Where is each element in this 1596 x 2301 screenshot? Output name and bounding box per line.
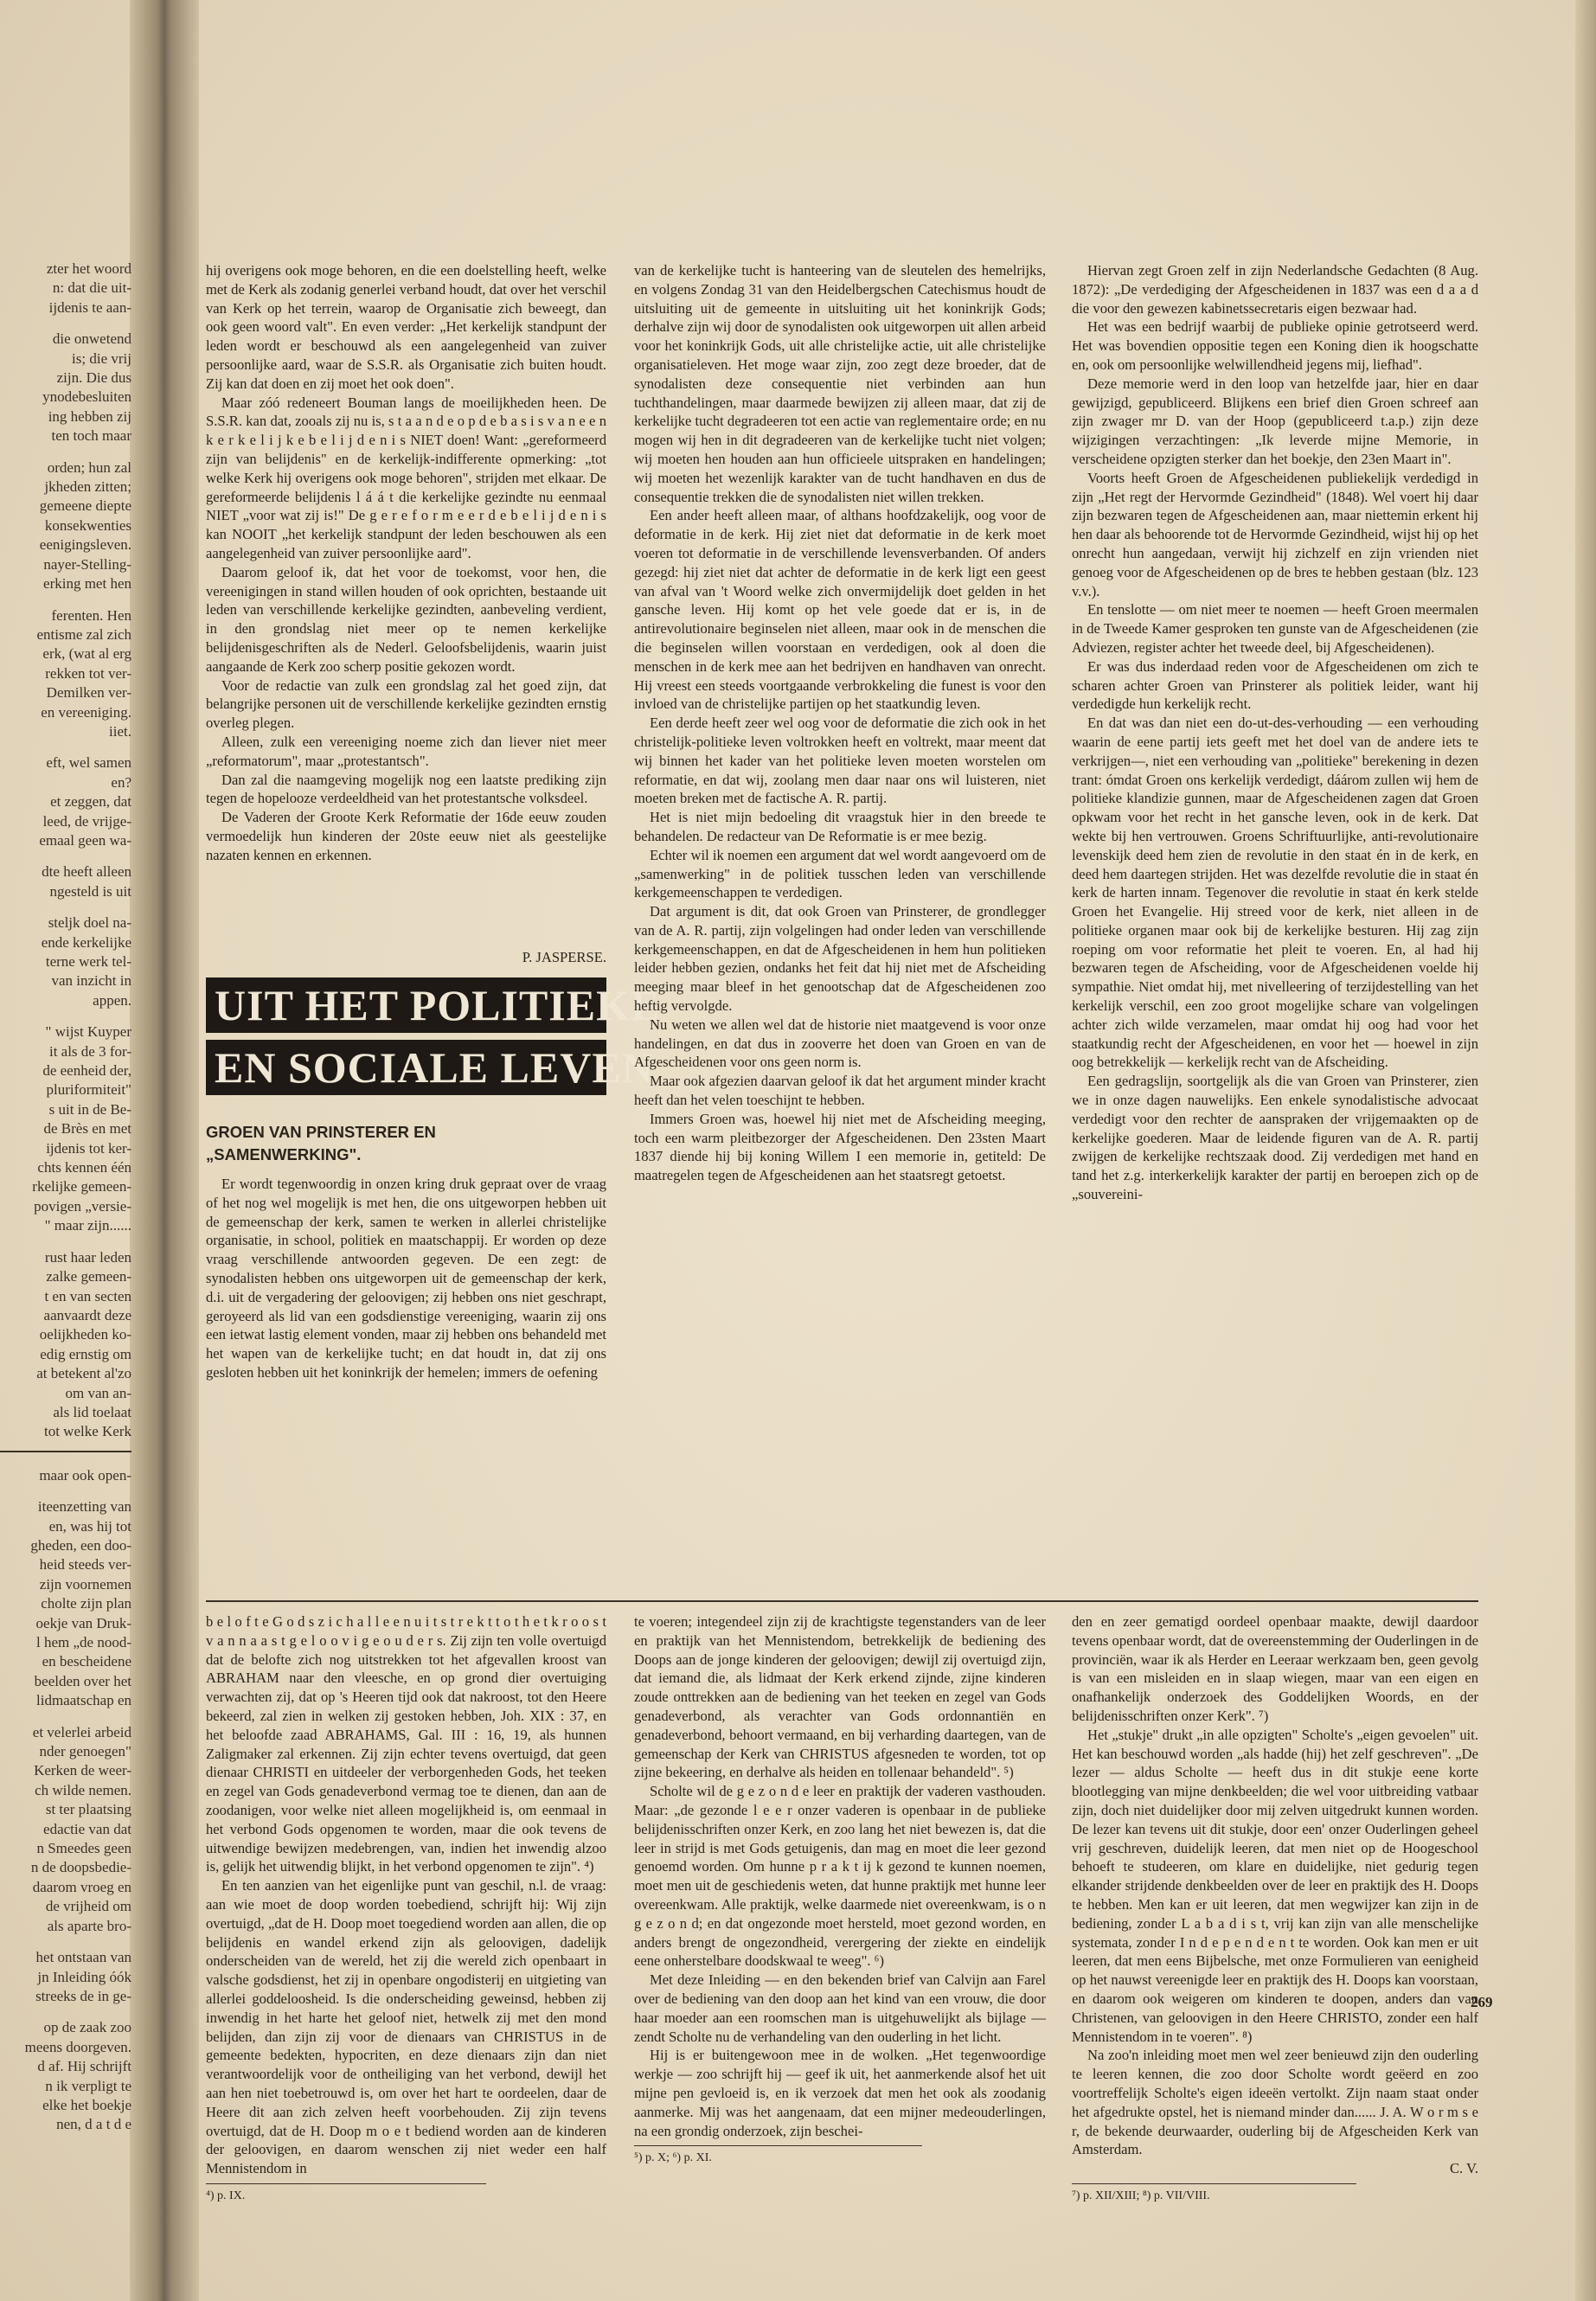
banner-line-1: UIT HET POLITIEKE — [206, 977, 606, 1033]
left-page-line: nen, d a t d e — [56, 2116, 131, 2133]
paragraph: En ten aanzien van het eigenlijke punt van geschil, n.l. de vraag: aan wie moet de doop worden toebediend, schrijft hij: Wij zijn overtuigd, „dat de H. Doop moet toegediend worden aan allen, die op belijdenis en wandel erkend zijn als geloovigen, dadelijk onderscheiden van de wereld, het zij die wereld zich openbaart in valsche godsdienst, het zij in openbare ongodisterij en uitgieting van allerlei goddeloosheid. Is die onderscheiding geweinsd, hebben zij inwendig in het harte het geloof niet, hetwelk zij met den mond belijden, dan zijn zij voor de dienaars van CHRISTUS in de gemeente bedekten, hypocriten, en deze dienaars zijn dan niet verantwoordelijk voor de ontheiliging van het verbond, dewijl het aan hen niet toebetrouwd is, om over het hart te oordeelen, daar de Heere dit aan zich zelven heeft voorbehouden. Zij zijn tevens overtuigd, dat de H. Doop m o e t bediend worden aan de kinderen der geloovigen, en daarom wenschen zij niet weder een half Mennistendom in — [206, 1877, 606, 2177]
left-page-line: appen. — [93, 991, 131, 1009]
left-page-line: gheden, een doo- — [30, 1536, 131, 1554]
left-page-line: st ter plaatsing — [45, 1801, 131, 1818]
left-page-line: l hem „de nood- — [36, 1634, 131, 1650]
signature: C. V. — [1449, 2160, 1478, 2177]
left-page-line: povigen „versie- — [34, 1197, 131, 1215]
left-page-line: meens doorgeven. — [24, 2038, 131, 2055]
left-page-line: entisme zal zich — [36, 625, 131, 643]
paragraph: Een derde heeft zeer wel oog voor de deformatie die zich ook in het christelijk-politieke leven voltrokken heeft en voltrekt, maar meent dat wij binnen het kader van het politieke leven moeten worstelen om reformatie, en dat wij, zoolang men daar naar ons wil luisteren, niet moeten breken met de factische A. R. partij. — [634, 715, 1046, 807]
left-page-line: edactie van dat — [43, 1820, 131, 1837]
left-page-line: zijn. Die dus — [56, 369, 131, 387]
left-page-line: die onwetend — [52, 330, 131, 348]
left-page-line: emaal geen wa- — [39, 831, 131, 849]
paragraph: Dan zal die naamgeving mogelijk nog een laatste prediking zijn tegen de hopelooze verdeeldheid van het protestantsche volksdeel. — [206, 771, 606, 807]
left-page-line: iteenzetting van — [37, 1498, 131, 1516]
left-page-line: de eenheid der, — [42, 1062, 131, 1080]
section-banner — [206, 977, 661, 1106]
left-page-line: rekken tot ver- — [45, 664, 131, 682]
left-page-line: als lid toelaat — [53, 1403, 131, 1420]
footnote: ⁴) p. IX. — [206, 2183, 486, 2206]
left-page-line — [0, 901, 131, 913]
paragraph: Maar ook afgezien daarvan geloof ik dat het argument minder kracht heeft dan het velen toeschijnt te hebben. — [634, 1073, 1046, 1109]
left-page-line: beelden over het — [34, 1672, 131, 1689]
paragraph: Het was een bedrijf waarbij de publieke opinie getrotseerd werd. Het was bovendien oppositie tegen een Koning dien ik hoogschatte en, ook om persoonlijke welwillendheid jegens mij, liefhad". — [1072, 318, 1478, 373]
left-page-line: ten toch maar — [51, 427, 131, 445]
paragraph: Hij is er buitengewoon mee in de wolken. „Het tegenwoordige werkje — zoo schrijft hij — geef ik uit, het aanmerkende alsof het uit mijne pen gevloeid is, en ik verzoek dat men het ook als zoodanig aanmerke. Mij was het aangenaam, dat een mijner medeouderlingen, na een grondig onderzoek, zijn beschei- — [634, 2047, 1046, 2139]
left-page-line: om van an- — [65, 1384, 131, 1401]
left-page-line — [0, 594, 131, 606]
horizontal-divider — [206, 1600, 1478, 1602]
left-page-line: ijdenis te aan- — [48, 298, 131, 316]
left-page-line — [0, 1010, 131, 1022]
article-heading-line-1: GROEN VAN PRINSTERER EN — [206, 1123, 436, 1141]
left-page-line: oekje van Druk- — [35, 1614, 131, 1631]
signature-jasperse: P. JASPERSE. — [522, 949, 606, 965]
left-page-line: et zeggen, dat — [50, 793, 131, 811]
left-page-line: ende kerkelijke — [41, 933, 131, 951]
left-page-line — [0, 1485, 131, 1497]
left-page-line: s uit in de Be- — [48, 1100, 131, 1118]
left-page-line: nder genoegen" — [39, 1743, 131, 1760]
left-page-line: et velerlei arbeid — [32, 1723, 131, 1740]
left-page-line: pluriformiteit" — [46, 1081, 131, 1099]
left-page-line: dte heeft alleen — [42, 863, 131, 881]
left-page-line: n Smeedes geen — [36, 1840, 131, 1857]
left-page-line — [0, 1711, 131, 1723]
paragraph: Na zoo'n inleiding moet men wel zeer benieuwd zijn den ouderling te leeren kennen, die zoo door Scholte wordt geëerd en zoo voortreffelijk Scholte's eigen ideeën vertolkt. Zijn naam staat onder het afgedrukte opstel, het is niemand minder dan...... J. A. W o r m s e r, de bekende deurwaarder, ouderling bij de Afgescheiden Kerk van Amsterdam. — [1072, 2047, 1478, 2158]
paragraph: De Vaderen der Groote Kerk Reformatie der 16de eeuw zouden vermoedelijk hun kinderen der 20ste eeuw niet als geestelijke nazaten kennen en erkennen. — [206, 809, 606, 863]
left-page-line: ing hebben zij — [48, 407, 131, 425]
paragraph: te voeren; integendeel zijn zij de krachtigste tegenstanders van de leer en praktijk van het Mennistendom, betrekkelijk de bediening des Doops aan de jonge kinderen der geloovigen; dewijl zij overtuigd zijn, dat iemand die, als lidmaat der Kerk erkend zijnde, zijne kinderen zoude onttrekken aan de bediening van het teeken en zegel van Gods genadeverbond, als verachter van Gods ordonnantiën en genadeverbond, behoort vermaand, en bij verharding daartegen, van de gemeenschap der Kerk van CHRISTUS afgesneden te worden, tot op zijne bekeering, en derhalve als heiden en tollenaar behandeld". ⁵) — [634, 1613, 1046, 1781]
left-page-fragment — [0, 260, 131, 2284]
left-page-line — [0, 1936, 131, 1948]
left-page-line: is; die vrij — [72, 349, 131, 367]
left-page-line: streeks de in ge- — [35, 1987, 131, 2004]
left-page-line: lidmaatschap en — [36, 1692, 131, 1709]
left-page-line: van inzicht in — [51, 972, 131, 990]
left-page-line: n de doopsbedie- — [30, 1859, 131, 1876]
left-page-line: nayer-Stelling- — [43, 555, 131, 573]
paragraph: hij overigens ook moge behoren, en die een doelstelling heeft, welke met de Kerk als zodanig generlei verband houdt, dat over het verschil van Kerk op het terrein, waarop de Organisatie zich beweegt, dan ook geen woord valt". En even verder: „Het kerkelijk standpunt der leden wordt er beschouwd als een aangelegenheid van zuiver persoonlijke aard, waar de S.S.R. als Organisatie zich buiten houdt. Zij kan dat doen en zij moet het ook doen". — [206, 262, 606, 392]
left-page-line: eenigingsleven. — [39, 536, 131, 554]
left-page-line: tot welke Kerk — [43, 1423, 131, 1440]
left-page-line: at betekent al'zo — [36, 1365, 131, 1382]
column-3-upper — [1072, 261, 1478, 1583]
left-page-line: leed, de vrijge- — [42, 812, 131, 830]
left-page-line: steljk doel na- — [48, 914, 131, 932]
paragraph: Dat argument is dit, dat ook Groen van Prinsterer, de grondlegger van de A. R. partij, zijn volgelingen had onder leden van verschillende kerkgemeenschappen, en dat de Afgescheidenen in hem hun politieken leider hebben gezien, ondanks het feit dat hij niet met de Afscheiding meeging maar bleef in het genootschap dat de Afgescheidenen zoo heftig vervolgde. — [634, 903, 1046, 1015]
left-page-line: maar ook open- — [39, 1466, 131, 1484]
column-1-article-start — [206, 1175, 606, 1581]
left-page-line: zalke gemeen- — [46, 1268, 131, 1285]
left-page-line: " wijst Kuyper — [45, 1023, 131, 1041]
paragraph: Het „stukje" drukt „in alle opzigten" Scholte's „eigen gevoelen" uit. Het kan beschouwd worden „als hadde (hij) het zelf geschreven". „De lezer — aldus Scholte — heeft dus in dit stukje eene korte blootlegging van mijne denkbeelden; die wel voor uitbreiding vatbaar zijn, doch niet duidelijker door mij zelven uitgedrukt kunnen worden. De lezer kan tevens uit dit stukje, door een' onzer Ouderlingen geheel vrij geschreven, duidelijk leeren, dat men niet op de Hoogeschool behoeft te studeeren, om klare en duidelijke, niet gedurig tegen elkander strijdende denkbeelden over de leer en praktijk des H. Doops te hebben. Men kan er uit leeren, dat men wegwijzer kan zijn in de bediening, zonder L a b a d i s t, vrij kan zijn van alle menschelijke systemata, zonder I n d e p e n d e n t te worden. Ook kan men er uit leeren, dat men eens Bijbelsche, met onze Formulieren van eenigheid op het nauwst vereenigde leer en praktijk des H. Doops kan voorstaan, en daarom ook weigeren om kinderen te doopen, anders dan van Christenen, van geloovigen in den Heere CHRISTO, zonder een half Mennistendom in te voeren". ⁸) — [1072, 1726, 1478, 2045]
left-page-line: zter het woord — [46, 260, 131, 277]
paragraph: Het is niet mijn bedoeling dit vraagstuk hier in den breede te behandelen. De redacteur van De Reformatie is er mee bezig. — [634, 809, 1046, 844]
left-page-line: n: dat die uit- — [52, 279, 131, 297]
left-page-line: elke het boekje — [42, 2096, 131, 2113]
left-page-line: gemeene diepte — [39, 497, 131, 515]
left-page-line: ynodebesluiten — [42, 388, 131, 406]
left-page-divider — [0, 1451, 131, 1452]
left-page-line — [0, 1236, 131, 1248]
paragraph: En dat was dan niet een do-ut-des-verhouding — een verhouding waarin de eene partij iets geeft met het doel van de andere iets te verkrijgen—, niet een verhouding van „politieke" berekening in dezen trant: ómdat Groen ons kerkelijk verdedigt, dáárom zullen wij hem de politieke klandizie gunnen, maar de Afgescheidenen zagen dat Groen opkwam voor het recht in het gansche leven, ook in de kerk. Dat wekte bij hen vertrouwen. Groens Schriftuurlijke, anti-revolutionaire levenskijk deed hem zien de revolutie in den staat én in de kerk, en deed hem daartegen strijden. Het was dezelfde revolutie die in staat én kerk de harten innam. Tegenover die revolutie in staat én kerk stelde Groen het Evangelie. Hij streed voor de kerk, niet alleen in de politieke organen maar ook bij de kerkelijke besturen. Hij zag zijn roeping om voor reformatie het pleit te voeren. En, al had hij bezwaren tegen de Afscheiding, voor de Afgescheidenen voelde hij sympathie. Niet omdat hij, met nivelleering of terzijdestelling van het kerkelijk verschil, een zoo groot mogelijke schare van volgelingen achter zich wilde verzamelen, maar omdat hij oog had voor het staatkundig recht der Afgescheidenen, en voor het — hoewel in zijn oog betrekkelijk — kerkelijk recht van de Afscheiding. — [1072, 715, 1478, 1071]
left-page-line — [0, 850, 131, 862]
footnote: ⁷) p. XII/XIII; ⁸) p. VII/VIII. — [1072, 2183, 1356, 2206]
paragraph: Een ander heeft alleen maar, of althans hoofdzakelijk, oog voor de deformatie in de kerk. Hij ziet niet dat deformatie in de kerk moet voeren tot deformatie in de verschillende levensverbanden. Of anders gezegd: hij ziet niet dat achter de deformatie in de kerk ligt een geest van afval van 't Woord welke zich onvermijdelijk doet gelden in het gansche leven. Hij komt op het vele goede dat er is, in de antirevolutionaire beginselen niet alleen, maar ook in de menschen die die beginselen willen voorstaan en verdedigen, ook al doen die menschen in de kerk mee aan het bedrijven en handhaven van onrecht. Hij vreest een steeds voortgaande verbrokkeling die funest is voor den invloed van de christelijke partijen op het staatkundig leven. — [634, 507, 1046, 713]
left-page-line — [0, 446, 131, 458]
paragraph: Scholte wil de g e z o n d e leer en praktijk der vaderen vasthouden. Maar: „de gezonde l e e r onzer vaderen is openbaar in de publieke belijdenisschriften onzer Kerk, en zoo lang het niet bewezen is, dat die leer in strijd is met Gods getuigenis, dan mag en moet die leer gezond genoemd worden. Om hunne p r a k t ij k gezond te kunnen noemen, moet men uit de geschiedenis weten, dat hunne praktijk met hunne leer overeenkwam. Alle praktijk, welke daarmede niet overeenkwam, is o n g e z o n d; en dat ongezonde moet hersteld, moet gezond worden, en anders brengt de ongezondheid, verergering der ziekte en eindelijk eene onherstelbare doodskwaal te weeg". ⁶) — [634, 1783, 1046, 1970]
left-page-line: de vrijheid om — [45, 1898, 131, 1915]
paragraph: Deze memorie werd in den loop van hetzelfde jaar, hier en daar gewijzigd, gepubliceerd. Blijkens een brief dien Groen schreef aan zijn zwager mr D. van der Hoop (gepubliceerd t.a.p.) zijn deze wijzigingen verzachtingen: „Ik leverde mijne Memorie, in verscheidene opzigten sterker dan het boekje, den 23en Maart in". — [1072, 375, 1478, 467]
paragraph: Alleen, zulk een vereeniging noeme zich dan liever niet meer „reformatorum", maar „protestantsch". — [206, 733, 606, 769]
paragraph: den en zeer gematigd oordeel openbaar maakte, dewijl daardoor tevens openbaar wordt, dat de overeenstemming der Ouderlingen in de provinciën, waar ik als Herder en Leeraar werkzaam ben, geen gevolg is van een misleiden en in slaap wiegen, maar van een eigen en onafhankelijk onderzoek des Goddelijken Woords, en der belijdenisschriften onzer Kerk". ⁷) — [1072, 1613, 1478, 1724]
left-page-line: rkelijke gemeen- — [32, 1178, 131, 1195]
left-page-line: eft, wel samen — [46, 754, 131, 772]
paragraph: Echter wil ik noemen een argument dat wel wordt aangevoerd om de „samenwerking" in de politiek tusschen leden van verschillende kerkgemeenschappen te verdedigen. — [634, 846, 1046, 901]
left-page-line: ijdenis tot ker- — [46, 1139, 131, 1157]
paragraph: Hiervan zegt Groen zelf in zijn Nederlandsche Gedachten (8 Aug. 1872): „De verdediging der Afgescheidenen in 1837 was een d a a d die voor den gewezen kabinetssecretaris eigen bezwaar had. — [1072, 262, 1478, 317]
paragraph: Er wordt tegenwoordig in onzen kring druk gepraat over de vraag of het nog wel mogelijk is met hen, die ons uitgeworpen hebben uit de gemeenschap der kerk, samen te werken in allerlei christelijke organisatie, in school, politiek en maatschappij. Er worden op deze vraag verschillende antwoorden gegeven. De een zegt: de synodalisten hebben ons uitgeworpen uit de gemeenschap der kerk, d.i. uit de vergadering der geloovigen; zij hebben ons niet geschrapt, geroyeerd als lid van een godsdienstige vereeniging, waarin zij ons een ietwat lastig element vonden, maar zij hebben ons behandeld met het wapen van de kerkelijke tucht; en dat houdt in, dat zij ons gesloten hebben uit het koninkrijk der hemelen; immers de oefening — [206, 1176, 606, 1381]
paragraph: Maar zóó redeneert Bouman langs de moeilijkheden heen. De S.S.R. kan dat, zooals zij nu is, s t a a n d e o p d e b a s i s v a n e e n k e r k e l i j k e b e l i j d e n i s NIET doen! Want: „gereformeerd zijn van belijdenis" en de kerkelijk-indifferente opmerking: „tot welke Kerk hij overigens ook moge behoren", strijden met elkaar. De gereformeerde belijdenis l á á t die kerkelijke gezindte nu eenmaal NIET „voor wat zij is!" De g e r e f o r m e e r d e b e l i j d e n i s kan NOOIT „het kerkelijk standpunt der leden beschouwen als een aangelegenheid van zuiver persoonlijke aard". — [206, 394, 606, 561]
left-page-line: terne werk tel- — [45, 953, 131, 970]
left-page-line: iiet. — [109, 722, 131, 740]
paragraph: Nu weten we allen wel dat de historie niet maatgevend is voor onze handelingen, en dat dus in zooverre het doen van Groen en van de Afgescheidenen voor ons geen norm is. — [634, 1016, 1046, 1071]
paragraph: Er was dus inderdaad reden voor de Afgescheidenen om zich te scharen achter Groen van Prinsterer als politiek leider, want hij verdedigde hun kerkelijk recht. — [1072, 657, 1478, 713]
banner-line-2: EN SOCIALE LEVEN — [206, 1040, 606, 1095]
paragraph: Voor de redactie van zulk een grondslag zal het goed zijn, dat belangrijke personen uit de verschillende kerkelijke gezindten ernstig overleg plegen. — [206, 676, 606, 732]
left-page-line: erking met hen — [43, 575, 131, 593]
left-page-line: als aparte bro- — [47, 1917, 131, 1934]
page-number: 269 — [1471, 1994, 1493, 2010]
left-page-line: Demilken ver- — [46, 684, 131, 702]
left-page-line: en? — [111, 773, 131, 791]
left-page-line: zijn voornemen — [39, 1575, 131, 1593]
left-page-line: jkheden zitten; — [44, 478, 131, 496]
left-page-line: aanvaardt deze — [43, 1306, 131, 1324]
left-page-line: erk, (wat al erg — [42, 645, 131, 663]
left-page-line: en, was hij tot — [48, 1517, 131, 1535]
left-page-line: daarom vroeg en — [32, 1878, 131, 1895]
left-page-line: " maar zijn...... — [44, 1217, 131, 1234]
left-page-line: ngesteld is uit — [49, 882, 131, 900]
left-page-upper — [0, 260, 131, 1442]
left-page-line: orden; hun zal — [47, 458, 131, 476]
left-page-line: jn Inleiding óók — [37, 1968, 131, 1985]
book-gutter — [130, 0, 199, 2301]
paragraph: Immers Groen was, hoewel hij niet met de Afscheiding meeging, toch een warm pleitbezorger der Afgescheidenen. Den 23sten Maart 1837 diende hij bij koning Willem I een memorie in, getiteld: De maatregelen tegen de Afgescheidenen aan het staatsregt getoetst. — [634, 1110, 1046, 1184]
left-page-line: het ontstaan van — [35, 1949, 131, 1966]
left-page-line: ferenten. Hen — [51, 606, 131, 624]
article-heading — [206, 1121, 606, 1166]
left-page-line: n ik verpligt te — [45, 2077, 131, 2094]
left-page-line: en vereeniging. — [41, 703, 131, 721]
left-page-line: oelijkheden ko- — [39, 1326, 131, 1343]
footnote: ⁵) p. X; ⁶) p. XI. — [634, 2145, 922, 2168]
column-1-upper — [206, 261, 606, 964]
article-heading-line-2: „SAMENWERKING". — [206, 1145, 362, 1163]
left-page-line: Kerken de weer- — [34, 1762, 131, 1779]
column-1-lower — [206, 1612, 606, 2202]
left-page-line: op de zaak zoo — [43, 2019, 131, 2036]
paragraph: Voorts heeft Groen de Afgescheidenen publiekelijk verdedigd in zijn „Het regt der Hervormde Gezindheid" (1848). Wel voert hij daar zijn bezwaren tegen de Afgescheidenen aan, maar niettemin erkent hij hen daar als behoorende tot de Hervormde Gezindheid, wijst hij op het onrecht hun aangedaan, verwijt hij zichzelf en zijn vrienden niet genoeg voor de Afgescheidenen op de bres te hebben gestaan (blz. 123 v.v.). — [1072, 469, 1479, 599]
left-page-line: t en van secten — [44, 1287, 131, 1304]
left-page-line: konsekwenties — [44, 516, 131, 534]
paragraph: Met deze Inleiding — en den bekenden brief van Calvijn aan Farel over de bediening van den doop aan het kind van een vrouw, die door haar moeder aan een roomschen man is uitgehuwelijkt als bijlage — zendt Scholte nu de verhandeling van den ouderling in het licht. — [634, 1971, 1046, 2045]
left-page-lower — [0, 1466, 131, 2135]
left-page-line: rust haar leden — [44, 1248, 131, 1266]
page-edge — [1575, 0, 1596, 2301]
left-page-line: ch wilde nemen. — [35, 1781, 131, 1798]
column-1-signature-row — [206, 948, 606, 971]
left-page-line: cholte zijn plan — [41, 1595, 131, 1612]
left-page-line: de Brès en met — [43, 1120, 131, 1138]
paragraph: b e l o f t e G o d s z i c h a l l e e n u i t s t r e k t t o t h e t k r o o s t v a n n a a s t g e l o o v i g e o u d e r s. Zij zijn ten volle overtuigd dat de belofte zich nog uitstrekken tot het afgevallen kroost van ABRAHAM naar den vleesche, en op grond dier overtuiging verwachten zij, dat op 's Heeren tijd ook dat nakroost, tot den Heere bekeerd, zal zien in welken zij gestoken hebben, Joh. XIX : 37, en het beloofde zaad ABRAHAMS, Gal. III : 16, 19, als hunnen Zaligmaker zal erkennen. Zij zijn echter tevens overtuigd, dat geen dienaar CHRISTI en uitdeeler der verborgenheden Gods, het teeken en zegel van Gods genadeverbond vermag toe te dienen, dan aan de zoodanigen, voor welke niet alleen mogelijkheid is, om eenmaal in het verbond Gods opgenomen te worden, maar die ook tevens de uitwendige bewijzen medebrengen, van, indien het inwendig alzoo is, gelijk het uitwendig blijkt, in het verbond opgenomen te zijn". ⁴) — [206, 1613, 606, 1875]
paragraph: Een gedragslijn, soortgelijk als die van Groen van Prinsterer, zien we in onze dagen nauwelijks. Een enkele synodalistische advocaat verdedigt voor den rechter de aanspraken der vrijgemaakten op de kerkelijke goederen. Maar de leidende figuren van de A. R. partij zwijgen de kerkelijke rechtszaak dood. Zij verdedigen met hand en tand het z.g. interkerkelijk karakter der partij en beroepen zich op de „souvereini- — [1072, 1073, 1478, 1203]
paragraph: van de kerkelijke tucht is hanteering van de sleutelen des hemelrijks, en volgens Zondag 31 van den Heidelbergschen Catechismus houdt de uitsluiting uit de gemeente in uitsluiting uit het koninkrijk Gods; derhalve zijn wij door de synodalisten ook uitgeworpen uit allen arbeid voor het koninkrijk Gods, uit alle christelijke actie, uit alle christelijke organisatieleven. Het moge waar zijn, zoo zegt deze broeder, dat de synodalisten deze consequentie niet verbinden aan hun tuchthandelingen, maar daarmede bewijzen zij alleen maar, dat zij de kerkelijke tucht degradeeren tot een actie van reglementaire orde; en nu mogen wij hen in dit degradeeren van de kerkelijke tucht niet volgen; wij moeten hen houden aan hun officieele uitspraken en handelingen; wij moeten het wezenlijk karakter van de tucht handhaven en dus de consequentie trekken die de synodalisten niet willen trekken. — [634, 262, 1046, 505]
column-3-lower — [1072, 1612, 1478, 2202]
column-2-lower — [634, 1612, 1046, 2165]
left-page-line: chts kennen één — [37, 1159, 131, 1176]
column-2-upper — [634, 261, 1046, 1583]
left-page-line: d af. Hij schrijft — [37, 2058, 131, 2075]
left-page-line — [0, 317, 131, 330]
paragraph: Daarom geloof ik, dat het voor de toekomst, voor hen, die vereenigingen in stand willen houden of ook oprichten, bestaande uit leden van verschillende kerkelijke gezindten, aanbeveling verdient, in den grondslag niet meer op te nemen kerkelijke belijdenisgeschriften als de Nederl. Geloofsbelijdenis, waarin juist aangaande de Kerk zoo scherp positie gekozen wordt. — [206, 563, 606, 675]
left-page-line: edig ernstig om — [40, 1345, 131, 1362]
paragraph: En tenslotte — om niet meer te noemen — heeft Groen meermalen in de Tweede Kamer gesproken ten gunste van de Afgescheidenen (zie Adviezen, register achter het tweede deel, bij Afgescheidenen). — [1072, 601, 1478, 656]
left-page-line: heid steeds ver- — [39, 1556, 131, 1574]
left-page-line: en bescheidene — [42, 1653, 131, 1670]
left-page-line — [0, 741, 131, 753]
left-page-line: it als de 3 for- — [48, 1042, 131, 1060]
left-page-line — [0, 2006, 131, 2018]
